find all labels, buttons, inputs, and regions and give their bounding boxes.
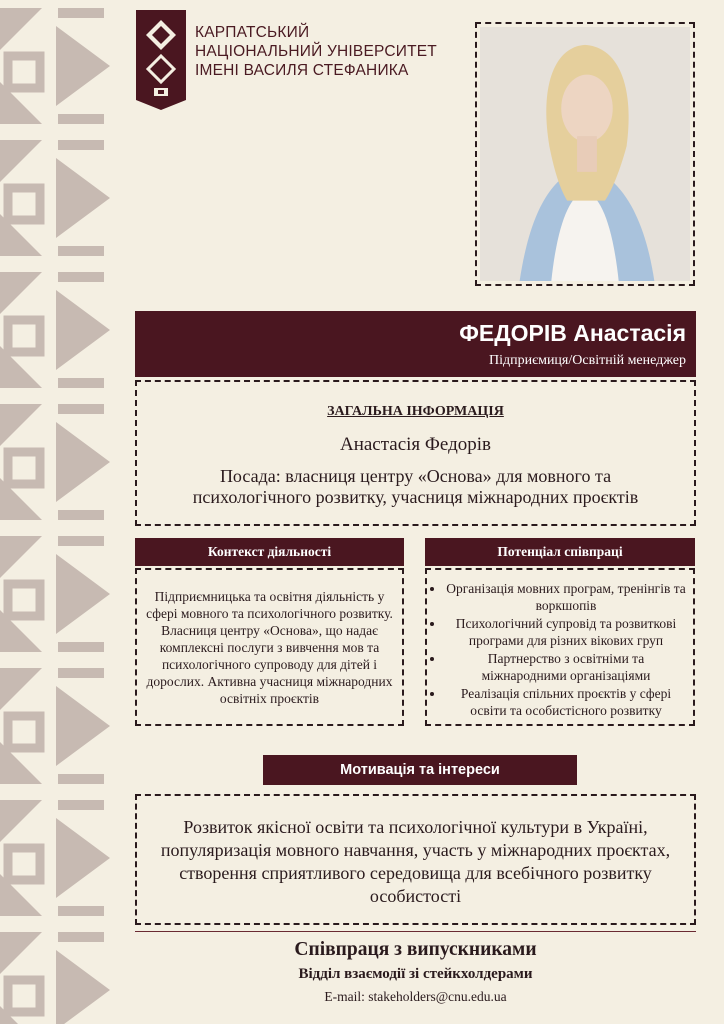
motivation-text: Розвиток якісної освіти та психологічної культури в Україні, популяризація мовного навчання, участь у міжнародних проєктах, створення сприятливого середовища для всебічного розвитку особистості (160, 817, 671, 906)
full-name: Анастасія Федорів (339, 434, 492, 455)
position-line: Посада: власниця центру «Основа» для мовного та (219, 466, 612, 486)
footer-divider (135, 931, 696, 932)
footer-title: Співпраця з випускниками (294, 939, 537, 960)
position-text (137, 466, 694, 508)
name-banner (135, 311, 696, 377)
footer-department: Відділ взаємодії зі стейкхолдерами (298, 966, 533, 982)
motivation-heading: Мотивація та інтереси (263, 755, 577, 785)
ornament-border (0, 0, 120, 1024)
context-box (135, 568, 404, 726)
general-info-heading: ЗАГАЛЬНА ІНФОРМАЦІЯ (327, 404, 504, 419)
potential-heading: Потенціал співпраці (425, 538, 695, 566)
portrait-image (480, 27, 690, 281)
list-item: • Психологічний супровід та розвиткові програми для різних вікових груп (445, 615, 687, 649)
university-name-line: КАРПАТСЬКИЙ (195, 24, 310, 41)
position-line: психологічного розвитку, учасниця міжнародних проєктів (192, 487, 639, 507)
person-name: ФЕДОРІВ Анастасія (459, 320, 686, 346)
list-item: • Організація мовних програм, тренінгів та воркшопів (445, 580, 687, 614)
potential-box (425, 568, 695, 726)
list-item: • Партнерство з освітніми та міжнародними організаціями (445, 650, 687, 684)
general-info-box (135, 380, 696, 526)
context-text: Підприємницька та освітня діяльність у сфері мовного та психологічного розвитку. Власниця центру «Основа», що надає комплексні послуги з вивчення мов та психологічного супроводу для дітей і дорослих. Активна учасниця міжнародних освітніх проєктів (146, 589, 393, 706)
footer-email: E-mail: stakeholders@cnu.edu.ua (324, 989, 507, 1004)
context-heading: Контекст діяльності (135, 538, 404, 566)
profile-photo (475, 22, 695, 286)
university-name-line: ІМЕНІ ВАСИЛЯ СТЕФАНИКА (195, 62, 409, 79)
potential-list (433, 580, 687, 719)
university-logo-icon (136, 10, 186, 110)
list-item: • Реалізація спільних проєктів у сфері освіти та особистісного розвитку (445, 685, 687, 719)
university-name-line: НАЦІОНАЛЬНИЙ УНІВЕРСИТЕТ (195, 43, 437, 60)
person-role: Підприємиця/Освітній менеджер (488, 353, 686, 368)
university-name (195, 23, 437, 80)
motivation-box (135, 794, 696, 925)
